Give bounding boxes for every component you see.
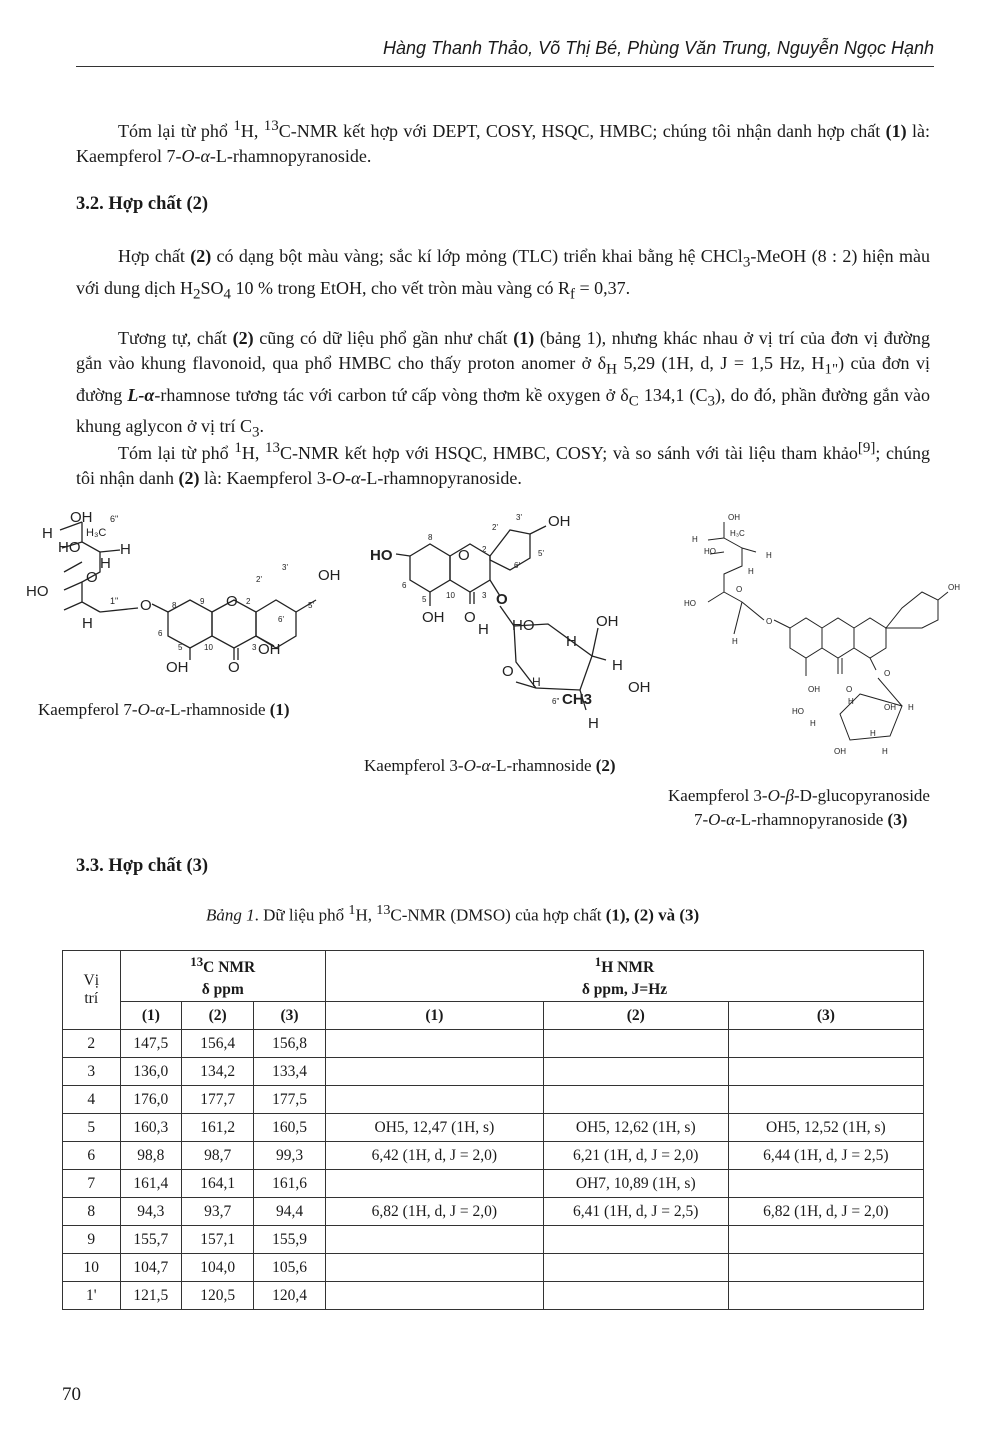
cell	[728, 1030, 923, 1058]
cell: 161,2	[182, 1114, 254, 1142]
page-number: 70	[62, 1384, 81, 1405]
s1-label: 6"	[110, 514, 119, 524]
table-row	[63, 1226, 924, 1254]
s3-label: OH	[884, 703, 896, 712]
cell-position: 4	[63, 1086, 121, 1114]
col-header: (3)	[254, 1002, 326, 1030]
s3-label: H	[766, 551, 772, 560]
cell: 176,0	[120, 1086, 182, 1114]
cell	[325, 1086, 543, 1114]
cell: 121,5	[120, 1282, 182, 1310]
s1-label: 1"	[110, 596, 119, 606]
s1-label: 5'	[308, 601, 314, 610]
cell: 104,7	[120, 1254, 182, 1282]
s1-label: 6	[158, 629, 163, 638]
s1-label: O	[86, 569, 98, 586]
s3-label: OH	[948, 583, 960, 592]
s2-label: OH	[596, 613, 619, 630]
s1-label: OH	[318, 567, 341, 584]
position-header: Vị trí	[63, 951, 121, 1030]
proton-nmr-header: $^1$H NMR δ ppm, J=Hz	[325, 951, 923, 1002]
s3-label: H	[732, 637, 738, 646]
cell	[325, 1226, 543, 1254]
header-authors: Hàng Thanh Thảo, Võ Thị Bé, Phùng Văn Trung, Nguyễn Ngọc Hạnh	[382, 38, 934, 58]
s3-label: O	[884, 669, 891, 678]
running-header	[76, 36, 934, 67]
s3-label: OH	[728, 513, 740, 522]
s2-label: HO	[370, 547, 393, 564]
s3-label: OH	[834, 747, 846, 756]
cell	[728, 1170, 923, 1198]
cell	[325, 1030, 543, 1058]
s1-label: 3	[252, 643, 257, 652]
cell: 94,4	[254, 1198, 326, 1226]
cell-position: 3	[63, 1058, 121, 1086]
cell-position: 8	[63, 1198, 121, 1226]
table-row	[63, 1058, 924, 1086]
s1-label: HO	[26, 583, 49, 600]
s3-label: OH	[808, 685, 820, 694]
structure-compound-1	[20, 500, 360, 680]
s2-label: CH3	[562, 691, 593, 708]
s3-label: O	[766, 617, 773, 626]
cell: 6,42 (1H, d, J = 2,0)	[325, 1142, 543, 1170]
cell: 156,4	[182, 1030, 254, 1058]
nmr-data-table	[62, 950, 924, 1310]
cell: 160,5	[254, 1114, 326, 1142]
cell: 156,8	[254, 1030, 326, 1058]
s3-label: H	[810, 719, 816, 728]
s2-label: O	[496, 591, 508, 608]
caption-compound-1: Kaempferol 7-O-α-L-rhamnoside (1)	[38, 700, 290, 719]
s2-label: 2	[482, 545, 487, 554]
cell: 133,4	[254, 1058, 326, 1086]
cell	[543, 1030, 728, 1058]
s1-label: 6'	[278, 615, 284, 624]
cell	[728, 1226, 923, 1254]
cell: 6,41 (1H, d, J = 2,5)	[543, 1198, 728, 1226]
caption-compound-3-line1: Kaempferol 3-O-β-D-glucopyranoside	[668, 786, 930, 805]
cell: 177,5	[254, 1086, 326, 1114]
s3-label: HO	[684, 599, 696, 608]
paragraph-compound-2-comparison: Tương tự, chất (2) cũng có dữ liệu phổ gần như chất (1) (bảng 1), nhưng khác nhau ở vị trí của đơn vị đường gắn vào khung flavonoid, qua phổ HMBC cho thấy proton anomer ở $\delta_H$ 5,29 (1H, d, J = 1,5 Hz, $H_{1"}$) của đơn vị đường L-α-rhamnose tương tác với carbon tứ cấp vòng thơm kề oxygen ở $\delta_C$ 134,1 $(C_3)$, do đó, phần đường gắn vào khung aglycon ở vị trí $C_3$.	[76, 328, 930, 441]
structure-compound-3	[680, 508, 962, 758]
s3-label: H	[748, 567, 754, 576]
table-row	[63, 1030, 924, 1058]
cell: 161,6	[254, 1170, 326, 1198]
cell: 6,21 (1H, d, J = 2,0)	[543, 1142, 728, 1170]
cell: 157,1	[182, 1226, 254, 1254]
cell	[728, 1254, 923, 1282]
s1-label: OH	[258, 641, 281, 658]
cell: 105,6	[254, 1254, 326, 1282]
s3-label: H	[848, 697, 854, 706]
cell: 134,2	[182, 1058, 254, 1086]
col-header: (3)	[728, 1002, 923, 1030]
s2-label: O	[464, 609, 476, 626]
col-header: (2)	[182, 1002, 254, 1030]
s1-label: 10	[204, 643, 213, 652]
s3-label: H	[882, 747, 888, 756]
cell	[728, 1086, 923, 1114]
cell: 136,0	[120, 1058, 182, 1086]
cell	[543, 1254, 728, 1282]
col-header: (2)	[543, 1002, 728, 1030]
table-row	[63, 1198, 924, 1226]
table-row	[63, 1142, 924, 1170]
cell: OH7, 10,89 (1H, s)	[543, 1170, 728, 1198]
cell	[325, 1254, 543, 1282]
paragraph-summary-1: Tóm lại từ phổ $^1$H, $^{13}$C-NMR kết hợp với DEPT, COSY, HSQC, HMBC; chúng tôi nhận danh hợp chất (1) là: Kaempferol 7-O-α-L-rhamnopyranoside.	[76, 118, 931, 166]
s2-label: 2'	[492, 523, 498, 532]
cell-position: 7	[63, 1170, 121, 1198]
s1-label: H	[100, 555, 111, 572]
table-row	[63, 1254, 924, 1282]
s1-label: OH	[70, 509, 93, 526]
cell: 99,3	[254, 1142, 326, 1170]
cell: OH5, 12,52 (1H, s)	[728, 1114, 923, 1142]
s1-label: H₃C	[86, 527, 107, 539]
cell-position: 9	[63, 1226, 121, 1254]
s1-label: O	[228, 659, 240, 676]
s2-label: 10	[446, 591, 455, 600]
s2-label: 5	[422, 595, 427, 604]
cell	[543, 1058, 728, 1086]
s1-label: 5	[178, 643, 183, 652]
s1-label: 2	[246, 597, 251, 606]
cell: 120,4	[254, 1282, 326, 1310]
s1-label: H	[120, 541, 131, 558]
s2-label: OH	[628, 679, 651, 696]
s1-label: O	[226, 593, 238, 610]
cell-position: 10	[63, 1254, 121, 1282]
s2-label: H	[532, 675, 541, 689]
cell	[325, 1058, 543, 1086]
cell: 104,0	[182, 1254, 254, 1282]
cell	[728, 1282, 923, 1310]
cell: 6,82 (1H, d, J = 2,0)	[728, 1198, 923, 1226]
cell-position: 2	[63, 1030, 121, 1058]
s2-label: O	[502, 663, 514, 680]
cell-position: 1'	[63, 1282, 121, 1310]
cell: 164,1	[182, 1170, 254, 1198]
table-header-row	[63, 951, 924, 1002]
s1-label: OH	[166, 659, 189, 676]
cell: OH5, 12,62 (1H, s)	[543, 1114, 728, 1142]
caption-compound-3-line2: 7-O-α-L-rhamnopyranoside (3)	[694, 810, 908, 829]
cell	[728, 1058, 923, 1086]
s2-label: H	[588, 715, 599, 732]
cell	[543, 1282, 728, 1310]
s2-label: 3	[482, 591, 487, 600]
paragraph-compound-2-description: Hợp chất (2) có dạng bột màu vàng; sắc kí lớp mỏng (TLC) triển khai bằng hệ CHCl$_3$-MeOH (8 : 2) hiện màu với dung dịch $H_2SO_4$ 10 % trong EtOH, cho vết tròn màu vàng có $R_f = 0,37$.	[76, 246, 930, 303]
s2-label: OH	[422, 609, 445, 626]
s3-label: H	[870, 729, 876, 738]
cell: 155,7	[120, 1226, 182, 1254]
table-row	[63, 1114, 924, 1142]
s2-label: 6'	[514, 561, 520, 570]
s1-label: 3'	[282, 563, 288, 572]
s3-label: HO	[704, 547, 716, 556]
s2-label: H	[478, 621, 489, 638]
cell: 160,3	[120, 1114, 182, 1142]
table-row	[63, 1282, 924, 1310]
cell: 93,7	[182, 1198, 254, 1226]
cell: OH5, 12,47 (1H, s)	[325, 1114, 543, 1142]
table-caption: Bảng 1. Dữ liệu phổ $^1$H, $^{13}$C-NMR (DMSO) của hợp chất (1), (2) và (3)	[206, 902, 700, 925]
s2-label: 6"	[552, 697, 560, 706]
cell: 155,9	[254, 1226, 326, 1254]
table-row	[63, 1086, 924, 1114]
s3-label: HO	[792, 707, 804, 716]
s2-label: 8	[428, 533, 433, 542]
s2-label: OH	[548, 513, 571, 530]
s3-label: H	[692, 535, 698, 544]
cell: 147,5	[120, 1030, 182, 1058]
cell: 6,82 (1H, d, J = 2,0)	[325, 1198, 543, 1226]
s1-label: H	[82, 615, 93, 632]
section-heading-3-2: 3.2. Hợp chất (2)	[76, 194, 209, 214]
s3-label: O	[736, 585, 743, 594]
s2-label: 5'	[538, 549, 544, 558]
s3-label: H	[908, 703, 914, 712]
cell	[325, 1282, 543, 1310]
cell: 120,5	[182, 1282, 254, 1310]
s1-label: H	[42, 525, 53, 542]
cell: 6,44 (1H, d, J = 2,5)	[728, 1142, 923, 1170]
s3-label: H₃C	[730, 529, 745, 538]
structure-compound-2	[366, 506, 666, 732]
cell-position: 6	[63, 1142, 121, 1170]
s1-label: O	[140, 597, 152, 614]
s2-label: 3'	[516, 513, 522, 522]
cell: 177,7	[182, 1086, 254, 1114]
section-heading-3-3: 3.3. Hợp chất (3)	[76, 856, 209, 876]
col-header: (1)	[120, 1002, 182, 1030]
paragraph-summary-2: Tóm lại từ phổ $^1$H, $^{13}$C-NMR kết hợp với HSQC, HMBC, COSY; và so sánh với tài liệu tham khảo[9]; chúng tôi nhận danh (2) là: Kaempferol 3-O-α-L-rhamnopyranoside.	[76, 440, 931, 488]
cell	[325, 1170, 543, 1198]
carbon-nmr-header: $^{13}$C NMR δ ppm	[120, 951, 325, 1002]
s2-label: HO	[512, 617, 535, 634]
cell: 98,7	[182, 1142, 254, 1170]
cell-position: 5	[63, 1114, 121, 1142]
cell: 161,4	[120, 1170, 182, 1198]
col-header: (1)	[325, 1002, 543, 1030]
s1-label: 9	[200, 597, 205, 606]
table-subheader-row	[63, 1002, 924, 1030]
s1-label: HO	[58, 539, 81, 556]
cell	[543, 1086, 728, 1114]
caption-compound-2: Kaempferol 3-O-α-L-rhamnoside (2)	[364, 756, 616, 775]
s2-label: H	[566, 633, 577, 650]
s2-label: H	[612, 657, 623, 674]
s1-label: 2'	[256, 575, 262, 584]
s2-label: 6	[402, 581, 407, 590]
s2-label: O	[458, 547, 470, 564]
s1-label: 8	[172, 601, 177, 610]
cell: 94,3	[120, 1198, 182, 1226]
table-row	[63, 1170, 924, 1198]
s3-label: O	[846, 685, 853, 694]
cell	[543, 1226, 728, 1254]
cell: 98,8	[120, 1142, 182, 1170]
